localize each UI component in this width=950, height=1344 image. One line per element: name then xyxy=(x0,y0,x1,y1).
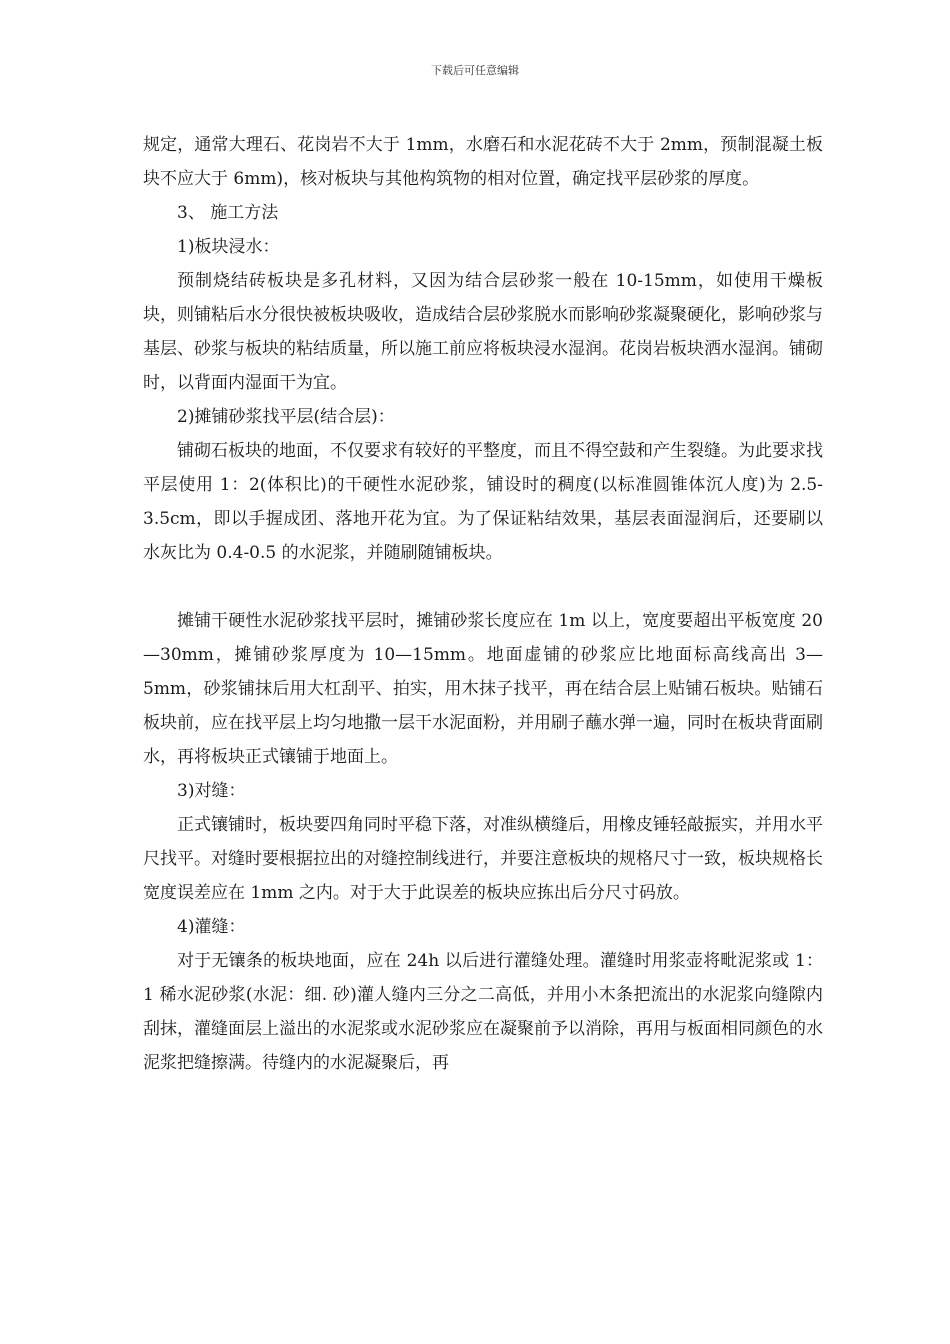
step-3-heading: 3)对缝： xyxy=(177,781,246,801)
section-3-heading: 3、 施工方法 xyxy=(177,203,279,223)
page-header-note: 下载后可任意编辑 xyxy=(431,64,519,77)
step-2-paragraph-b: 摊铺干硬性水泥砂浆找平层时，摊铺砂浆长度应在 1m 以上，宽度要超出平板宽度 20—30mm，摊铺砂浆厚度为 10—15mm。地面虚铺的砂浆应比地面标高线高出 3—5mm，砂浆铺抹后用大杠刮平、拍实，用木抹子找平，再在结合层上贴铺石板块。贴铺石板块前，应在找平层上均匀地撒一层干水泥面粉，并用刷子蘸水弹一遍，同时在板块背面刷水，再将板块正式镶铺于地面上。 xyxy=(143,611,823,767)
step-4-heading: 4)灌缝： xyxy=(177,917,246,937)
step-2-heading: 2)摊铺砂浆找平层(结合层)： xyxy=(177,407,395,427)
step-2-paragraph-a: 铺砌石板块的地面，不仅要求有较好的平整度，而且不得空鼓和产生裂缝。为此要求找平层使用 1：2(体积比)的干硬性水泥砂浆，铺设时的稠度(以标准圆锥体沉人度)为 2.5-3.5cm，即以手握成团、落地开花为宜。为了保证粘结效果，基层表面湿润后，还要刷以水灰比为 0.4-0.5 的水泥浆，并随刷随铺板块。 xyxy=(143,441,823,563)
document-body xyxy=(143,128,823,1080)
step-1-heading: 1)板块浸水： xyxy=(177,237,280,257)
intro-continuation-paragraph: 规定，通常大理石、花岗岩不大于 1mm，水磨石和水泥花砖不大于 2mm，预制混凝土板块不应大于 6mm)，核对板块与其他构筑物的相对位置，确定找平层砂浆的厚度。 xyxy=(143,135,823,189)
step-4-paragraph: 对于无镶条的板块地面，应在 24h 以后进行灌缝处理。灌缝时用浆壶将毗泥浆或 1：1 稀水泥砂浆(水泥：细. 砂)灌人缝内三分之二高低，并用小木条把流出的水泥浆向缝隙内刮抹，灌缝面层上溢出的水泥浆或水泥砂浆应在凝聚前予以消除，再用与板面相同颜色的水泥浆把缝擦满。待缝内的水泥凝聚后，再 xyxy=(143,951,823,1073)
step-3-paragraph: 正式镶铺时，板块要四角同时平稳下落，对准纵横缝后，用橡皮锤轻敲振实，并用水平尺找平。对缝时要根据拉出的对缝控制线进行，并要注意板块的规格尺寸一致，板块规格长宽度误差应在 1mm 之内。对于大于此误差的板块应拣出后分尺寸码放。 xyxy=(143,815,823,903)
step-1-paragraph: 预制烧结砖板块是多孔材料，又因为结合层砂浆一般在 10-15mm，如使用干燥板块，则铺粘后水分很快被板块吸收，造成结合层砂浆脱水而影响砂浆凝聚硬化，影响砂浆与基层、砂浆与板块的粘结质量，所以施工前应将板块浸水湿润。花岗岩板块洒水湿润。铺砌时，以背面内湿面干为宜。 xyxy=(143,271,823,393)
